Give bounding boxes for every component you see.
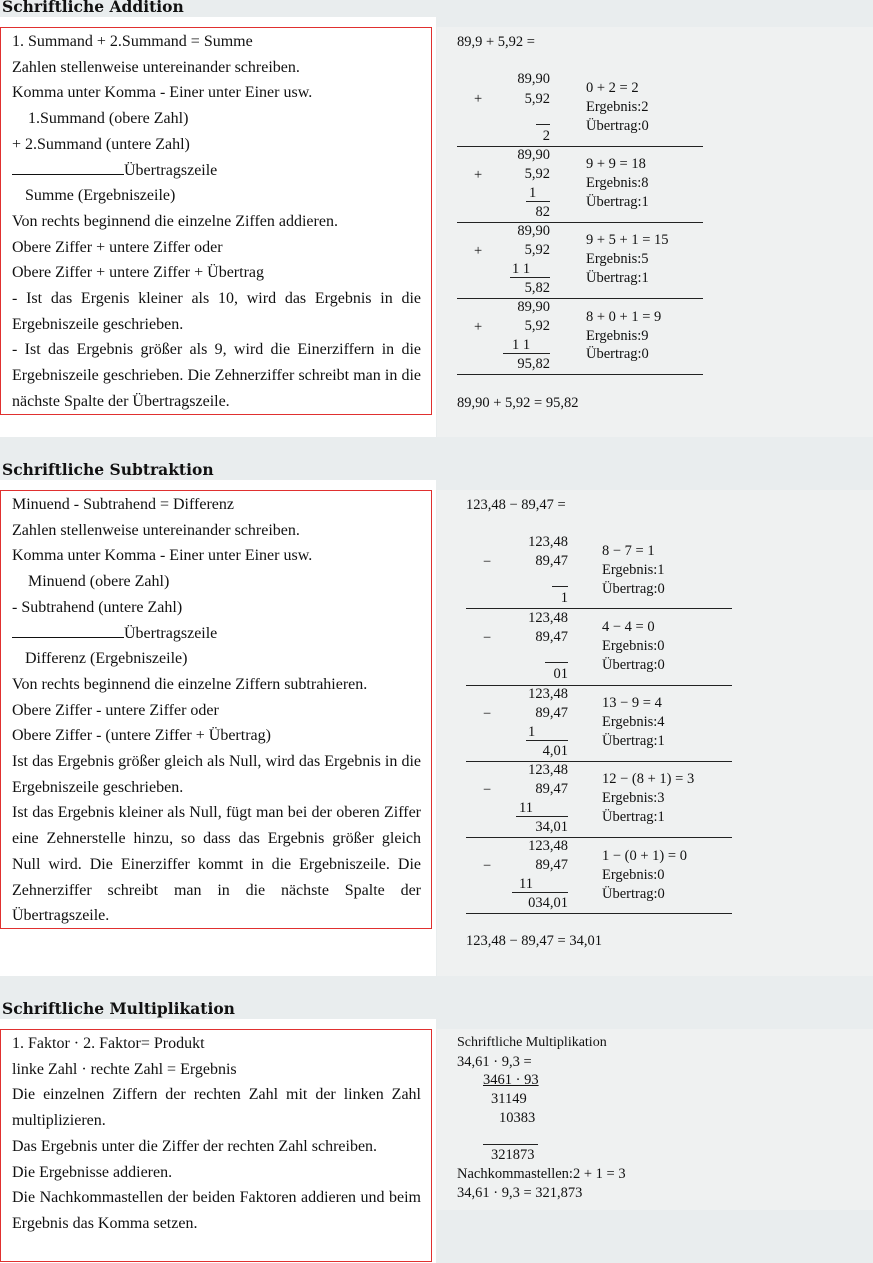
sum-line <box>483 1144 538 1145</box>
step-carry: Übertrag:1 <box>586 270 649 286</box>
carry-digits: 11 <box>519 876 533 892</box>
addition-final: 89,90 + 5,92 = 95,82 <box>457 395 579 411</box>
step-result: Ergebnis:4 <box>602 714 665 730</box>
bottom-number: 89,47 <box>535 553 568 569</box>
operator-sign: − <box>483 706 492 722</box>
step-calc: 9 + 5 + 1 = 15 <box>586 232 669 248</box>
rule-line: Ist das Ergebnis größer gleich als Null, wird das Ergebnis in die Ergebniszeile geschrieben. <box>12 753 421 796</box>
top-number: 123,48 <box>528 686 568 702</box>
bottom-number: 89,47 <box>535 857 568 873</box>
subtraction-task: 123,48 − 89,47 = <box>466 497 566 513</box>
top-number: 89,90 <box>517 147 550 163</box>
multiplication-heading: Schriftliche Multiplikation <box>457 1035 607 1050</box>
addition-title: Schriftliche Addition <box>2 0 873 17</box>
step-result: Ergebnis:0 <box>602 867 665 883</box>
rule-line: Von rechts beginnend die einzelne Ziffern subtrahieren. <box>12 675 368 693</box>
subtraction-rules-box <box>0 490 432 929</box>
step-result: Ergebnis:2 <box>586 99 649 115</box>
step-divider <box>457 146 703 147</box>
step-divider <box>466 913 732 914</box>
top-number: 123,48 <box>528 534 568 550</box>
rule-line: Zahlen stellenweise untereinander schreiben. <box>12 58 300 76</box>
partial-product-1: 31149 <box>491 1091 527 1107</box>
subtraction-final: 123,48 − 89,47 = 34,01 <box>466 933 602 949</box>
bottom-number: 5,92 <box>524 318 550 334</box>
carry-line <box>536 124 550 125</box>
rule-line: Obere Ziffer + untere Ziffer + Übertrag <box>12 264 264 282</box>
operator-sign: + <box>474 91 483 107</box>
bottom-number: 5,92 <box>524 91 550 107</box>
bottom-number: 89,47 <box>535 629 568 645</box>
step-carry: Übertrag:0 <box>602 581 665 597</box>
result-number: 034,01 <box>528 895 568 911</box>
step-divider <box>457 374 703 375</box>
partial-product-2: 10383 <box>499 1110 536 1126</box>
carry-line <box>503 353 550 354</box>
top-number: 123,48 <box>528 610 568 626</box>
result-number: 01 <box>553 666 568 682</box>
step-divider <box>457 298 703 299</box>
rule-text: Übertragszeile <box>124 161 218 179</box>
bottom-number: 89,47 <box>535 705 568 721</box>
step-carry: Übertrag:0 <box>586 346 649 362</box>
step-carry: Übertrag:0 <box>602 657 665 673</box>
rule-line <box>12 158 421 184</box>
step-calc: 12 − (8 + 1) = 3 <box>602 771 695 787</box>
step-calc: 1 − (0 + 1) = 0 <box>602 848 687 864</box>
rule-line: - Subtrahend (untere Zahl) <box>12 598 183 616</box>
operator-sign: − <box>483 630 492 646</box>
step-carry: Übertrag:1 <box>602 809 665 825</box>
step-calc: 13 − 9 = 4 <box>602 695 662 711</box>
carry-digits: 1 1 <box>512 337 531 353</box>
subtraction-title: Schriftliche Subtraktion <box>2 460 214 479</box>
rule-line: Die einzelnen Ziffern der rechten Zahl mit der linken Zahl multiplizieren. <box>12 1086 421 1130</box>
multiplication-rules-box <box>0 1029 432 1262</box>
operator-sign: − <box>483 554 492 570</box>
rule-line: Obere Ziffer - untere Ziffer oder <box>12 701 219 719</box>
result-number: 82 <box>535 204 550 220</box>
rule-line: Von rechts beginnend die einzelne Ziffen addieren. <box>12 212 338 230</box>
carry-underline <box>12 623 124 638</box>
rule-line <box>12 621 421 647</box>
result-number: 4,01 <box>542 743 568 759</box>
rule-line: - Ist das Ergenis kleiner als 10, wird das Ergebnis in die Ergebniszeile geschrieben. <box>12 290 421 333</box>
operator-sign: + <box>474 243 483 259</box>
carry-digits: 1 <box>528 724 536 740</box>
step-calc: 8 + 0 + 1 = 9 <box>586 309 662 325</box>
carry-line <box>552 586 568 587</box>
carry-line <box>512 892 568 893</box>
rule-line: Differenz (Ergebniszeile) <box>25 650 188 668</box>
step-result: Ergebnis:9 <box>586 328 649 344</box>
rule-line: Obere Ziffer + untere Ziffer oder <box>12 238 223 256</box>
step-carry: Übertrag:0 <box>586 118 649 134</box>
carry-line <box>510 277 550 278</box>
rule-line: Komma unter Komma - Einer unter Einer usw. <box>12 84 313 102</box>
operator-sign: + <box>474 319 483 335</box>
rule-line: Die Ergebnisse addieren. <box>12 1163 173 1181</box>
rule-line: Ist das Ergebnis kleiner als Null, fügt man bei der oberen Ziffer eine Zehnerstelle hinzu, so dass das Ergebnis größer gleich Null wird. Die Einerziffer kommt in die Ergebniszeile. Die Zehnerziffer schreibt man in die nächste Spalte der Übertragszeile. <box>12 804 421 925</box>
step-carry: Übertrag:1 <box>602 733 665 749</box>
carry-underline <box>12 160 124 175</box>
rule-line: 1.Summand (obere Zahl) <box>28 110 189 128</box>
rule-line: Obere Ziffer - (untere Ziffer + Übertrag) <box>12 727 271 745</box>
carry-digits: 1 1 <box>512 261 531 277</box>
carry-digits: 1 <box>529 185 537 201</box>
rule-line: Das Ergebnis unter die Ziffer der rechten Zahl schreiben. <box>12 1137 378 1155</box>
top-number: 123,48 <box>528 838 568 854</box>
step-divider <box>466 608 732 609</box>
bottom-number: 5,92 <box>524 166 550 182</box>
step-calc: 0 + 2 = 2 <box>586 80 639 96</box>
step-divider <box>466 761 732 762</box>
result-number: 95,82 <box>517 356 550 372</box>
top-number: 89,90 <box>517 223 550 239</box>
step-calc: 9 + 9 = 18 <box>586 156 646 172</box>
operator-sign: − <box>483 858 492 874</box>
rule-line: 1. Summand + 2.Summand = Summe <box>12 33 253 50</box>
step-result: Ergebnis:1 <box>602 562 665 578</box>
rule-line: linke Zahl · rechte Zahl = Ergebnis <box>12 1060 237 1078</box>
rule-line: Minuend - Subtrahend = Differenz <box>12 496 234 513</box>
multiplication-title: Schriftliche Multiplikation <box>2 999 235 1018</box>
rule-line: - Ist das Ergebnis größer als 9, wird die Einerziffern in die Ergebniszeile geschrieben. Die Zehnerziffer schreibt man in die nächste Spalte der Übertragszeile. <box>12 341 421 410</box>
step-calc: 8 − 7 = 1 <box>602 543 655 559</box>
top-number: 89,90 <box>517 299 550 315</box>
rule-line: + 2.Summand (untere Zahl) <box>12 135 190 153</box>
product-line: 3461 · 93 <box>483 1072 539 1088</box>
addition-task: 89,9 + 5,92 = <box>457 34 535 50</box>
rule-line: Minuend (obere Zahl) <box>28 573 170 591</box>
bottom-number: 5,92 <box>524 242 550 258</box>
top-number: 123,48 <box>528 762 568 778</box>
step-divider <box>466 837 732 838</box>
carry-line <box>526 201 550 202</box>
bottom-number: 89,47 <box>535 781 568 797</box>
carry-line <box>526 740 568 741</box>
carry-line <box>545 662 568 663</box>
result-number: 5,82 <box>524 280 550 296</box>
result-number: 1 <box>560 590 568 606</box>
operator-sign: + <box>474 167 483 183</box>
rule-line: Komma unter Komma - Einer unter Einer usw. <box>12 547 313 565</box>
rule-text: Übertragszeile <box>124 624 218 642</box>
step-result: Ergebnis:0 <box>602 638 665 654</box>
step-divider <box>466 685 732 686</box>
decimal-places: Nachkommastellen:2 + 1 = 3 <box>457 1166 626 1182</box>
step-calc: 4 − 4 = 0 <box>602 619 655 635</box>
operator-sign: − <box>483 782 492 798</box>
result-number: 2 <box>542 128 550 144</box>
rule-line: Summe (Ergebniszeile) <box>25 187 176 205</box>
rule-line: 1. Faktor · 2. Faktor= Produkt <box>12 1035 205 1052</box>
result-number: 34,01 <box>535 819 568 835</box>
step-divider <box>457 222 703 223</box>
addition-rules-box <box>0 27 432 415</box>
step-result: Ergebnis:3 <box>602 790 665 806</box>
rule-line: Die Nachkommastellen der beiden Faktoren addieren und beim Ergebnis das Komma setzen. <box>12 1189 421 1232</box>
step-result: Ergebnis:8 <box>586 175 649 191</box>
step-carry: Übertrag:0 <box>602 886 665 902</box>
rule-line: Zahlen stellenweise untereinander schreiben. <box>12 521 300 539</box>
multiplication-task: 34,61 · 9,3 = <box>457 1054 532 1070</box>
carry-line <box>516 816 568 817</box>
product-sum: 321873 <box>491 1147 535 1163</box>
step-carry: Übertrag:1 <box>586 194 649 210</box>
step-result: Ergebnis:5 <box>586 251 649 267</box>
top-number: 89,90 <box>517 71 550 87</box>
multiplication-final: 34,61 · 9,3 = 321,873 <box>457 1185 583 1201</box>
carry-digits: 11 <box>519 800 533 816</box>
